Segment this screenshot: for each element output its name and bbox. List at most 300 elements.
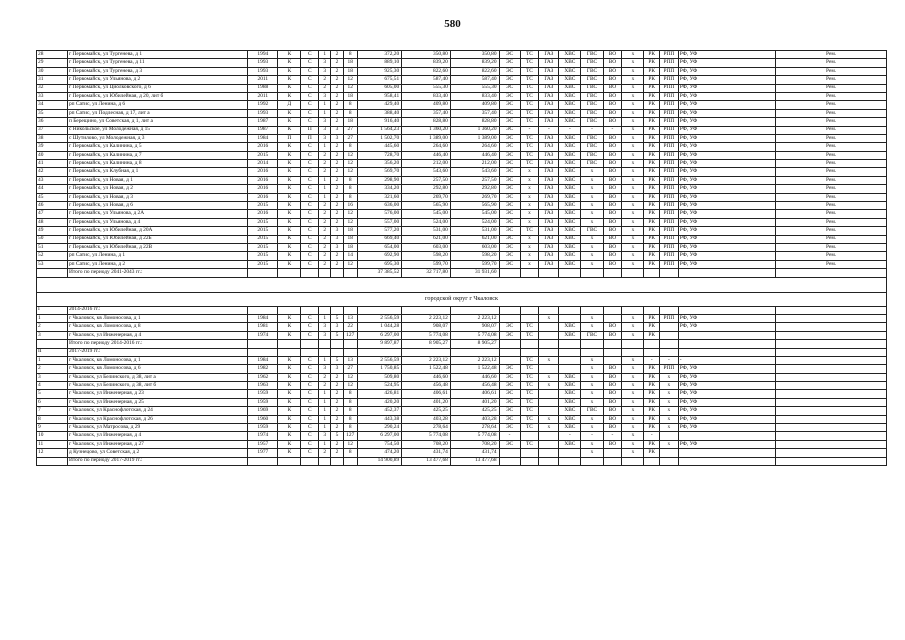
- table-cell-fund: РФ, УФ: [678, 126, 775, 134]
- table-cell-work: РПП: [659, 160, 678, 168]
- table-cell-no: 51: [37, 243, 68, 251]
- table-cell-blank: [776, 306, 887, 314]
- table-cell-apts: 18: [343, 227, 357, 235]
- table-cell-ent: 2: [331, 51, 343, 59]
- housing-register-table: [36, 50, 887, 466]
- table-cell-cold: ХВС: [559, 424, 581, 432]
- table-cell-no: 43: [37, 176, 68, 184]
- table-cell-gas: ГАЗ: [539, 202, 559, 210]
- table-cell-blank: [678, 457, 775, 465]
- period-total-row: [37, 340, 887, 348]
- table-cell-heat: х: [520, 185, 539, 193]
- table-cell-gas: х: [539, 373, 559, 381]
- table-cell-drain: ВО: [603, 134, 622, 142]
- table-cell-cold: [559, 365, 581, 373]
- table-cell-blank: [319, 348, 331, 356]
- total-area-flats: 8 905,27: [450, 340, 499, 348]
- table-cell-blank: [331, 269, 343, 277]
- table-cell-floors: 2: [319, 210, 331, 218]
- table-cell-work: [659, 449, 678, 457]
- table-cell-floors: 1: [319, 101, 331, 109]
- table-cell-roof: РК: [644, 227, 659, 235]
- table-cell-type: С: [301, 168, 319, 176]
- table-cell-cold: ХВС: [559, 260, 581, 268]
- table-cell-apts: 12: [343, 440, 357, 448]
- table-cell-floors: 2: [319, 382, 331, 390]
- table-cell-x: х: [622, 101, 644, 109]
- table-cell-areaflats: 406,61: [450, 390, 499, 398]
- table-cell-gas: х: [539, 424, 559, 432]
- table-cell-gas: ГАЗ: [539, 76, 559, 84]
- table-cell-areaflats: 1 522,48: [450, 365, 499, 373]
- table-cell-apts: 12: [343, 382, 357, 390]
- table-cell-drain: ВО: [603, 243, 622, 251]
- table-cell-arealiving: 555,30: [402, 84, 451, 92]
- table-cell-work: [659, 432, 678, 440]
- table-cell-no: 2: [37, 365, 68, 373]
- table-cell-gas: ГАЗ: [539, 92, 559, 100]
- table-cell-ent: 2: [331, 449, 343, 457]
- table-cell-no: 34: [37, 101, 68, 109]
- table-cell-blank: [301, 306, 319, 314]
- table-cell-cold: -: [559, 432, 581, 440]
- table-cell-no: 30: [37, 67, 68, 75]
- table-cell-area: 1 564,23: [357, 126, 401, 134]
- table-cell-address: г Первомайск, ул Ульянова, д 2: [67, 76, 247, 84]
- table-cell-ent: 3: [331, 126, 343, 134]
- table-cell-address: с Шутилово, ул Молодежная, д 3: [67, 134, 247, 142]
- table-cell-arealiving: 1 360,20: [402, 126, 451, 134]
- table-cell-blank: [450, 348, 499, 356]
- table-cell-drain: ВО: [603, 76, 622, 84]
- table-cell-area: 6 297,00: [357, 331, 401, 339]
- table-cell-hot: х: [581, 235, 603, 243]
- table-row: [37, 373, 887, 381]
- table-cell-ret: Рем.: [776, 101, 887, 109]
- table-cell-area: 290,24: [357, 424, 401, 432]
- table-cell-work: РПП: [659, 260, 678, 268]
- table-cell-year: 1957: [248, 440, 278, 448]
- table-cell-el: ЭС: [499, 398, 520, 406]
- table-cell-ent: 2: [331, 382, 343, 390]
- table-cell-heat: ТС: [520, 424, 539, 432]
- table-cell-address: с Никольское, ул Молодежная, д 15: [67, 126, 247, 134]
- table-cell-drain: ВО: [603, 210, 622, 218]
- table-cell-cold: ХВС: [559, 168, 581, 176]
- table-cell-heat: ТС: [520, 101, 539, 109]
- table-cell-arealiving: 708,20: [402, 440, 451, 448]
- table-cell-gas: [539, 440, 559, 448]
- table-cell-el: ЭС: [499, 193, 520, 201]
- table-cell-apts: 8: [343, 176, 357, 184]
- table-cell-x: х: [622, 440, 644, 448]
- table-cell-mat: К: [278, 84, 301, 92]
- table-cell-x: х: [622, 185, 644, 193]
- table-cell-ret: Рем.: [776, 176, 887, 184]
- table-cell-blank: [37, 269, 68, 277]
- table-cell-ret: [776, 365, 887, 373]
- table-cell-floors: 3: [319, 323, 331, 331]
- table-cell-cold: ХВС: [559, 143, 581, 151]
- table-cell-areaflats: 543,60: [450, 168, 499, 176]
- table-cell-blank: [278, 269, 301, 277]
- table-cell-cold: ХВС: [559, 160, 581, 168]
- table-cell-roof: РК: [644, 193, 659, 201]
- table-cell-gas: ГАЗ: [539, 134, 559, 142]
- table-cell-year: 2011: [248, 76, 278, 84]
- table-cell-address: д Кузнецово, ул Советская, д 2: [67, 449, 247, 457]
- table-cell-apts: 12: [343, 151, 357, 159]
- table-cell-cold: ХВС: [559, 101, 581, 109]
- table-cell-areaflats: 401,20: [450, 398, 499, 406]
- table-cell-heat: ТС: [520, 440, 539, 448]
- table-cell-area: 754,50: [357, 440, 401, 448]
- table-row: [37, 314, 887, 322]
- table-cell-arealiving: 543,60: [402, 168, 451, 176]
- table-cell-areaflats: 431,74: [450, 449, 499, 457]
- page-number: 580: [444, 18, 461, 30]
- table-cell-arealiving: 833,40: [402, 92, 451, 100]
- table-cell-ret: Рем.: [776, 227, 887, 235]
- table-cell-gas: [539, 323, 559, 331]
- table-cell-heat: х: [520, 168, 539, 176]
- table-cell-apts: 12: [343, 168, 357, 176]
- table-cell-hot: х: [581, 210, 603, 218]
- table-cell-blank: [559, 348, 581, 356]
- table-cell-arealiving: 621,00: [402, 235, 451, 243]
- table-cell-arealiving: 264,60: [402, 143, 451, 151]
- table-cell-hot: -: [581, 126, 603, 134]
- table-cell-mat: К: [278, 398, 301, 406]
- table-cell-blank: [776, 457, 887, 465]
- table-cell-blank: [678, 269, 775, 277]
- table-cell-el: ЭС: [499, 51, 520, 59]
- table-cell-year: 1959: [248, 424, 278, 432]
- table-cell-ent: 2: [331, 202, 343, 210]
- table-cell-mat: К: [278, 373, 301, 381]
- table-cell-blank: [37, 340, 68, 348]
- table-cell-fund: РФ, УФ: [678, 373, 775, 381]
- table-cell-type: П: [301, 134, 319, 142]
- table-cell-year: 1984: [248, 314, 278, 322]
- table-cell-type: С: [301, 176, 319, 184]
- table-cell-drain: [603, 449, 622, 457]
- table-cell-address: рп Сатис, ул Ленина, д 6: [67, 101, 247, 109]
- table-cell-gas: ГАЗ: [539, 260, 559, 268]
- table-cell-el: ЭС: [499, 382, 520, 390]
- table-cell-fund: -: [678, 356, 775, 364]
- table-cell-blank: [499, 306, 520, 314]
- period-total-label: Итого по периоду 2017-2019 гг.:: [67, 457, 247, 465]
- table-cell-work: х: [659, 382, 678, 390]
- table-cell-work: РПП: [659, 176, 678, 184]
- table-cell-hot: х: [581, 398, 603, 406]
- table-cell-heat: ТС: [520, 390, 539, 398]
- table-cell-no: 40: [37, 151, 68, 159]
- table-cell-heat: х: [520, 260, 539, 268]
- table-cell-no: 6: [37, 398, 68, 406]
- table-cell-floors: 2: [319, 168, 331, 176]
- table-cell-no: 52: [37, 252, 68, 260]
- table-cell-floors: 1: [319, 143, 331, 151]
- table-cell-apts: 8: [343, 193, 357, 201]
- table-cell-area: 669,40: [357, 235, 401, 243]
- table-cell-mat: К: [278, 51, 301, 59]
- table-cell-arealiving: 357,40: [402, 109, 451, 117]
- table-cell-ret: Рем.: [776, 160, 887, 168]
- table-cell-floors: 3: [319, 331, 331, 339]
- table-cell-el: ЭС: [499, 252, 520, 260]
- table-cell-blank: [539, 306, 559, 314]
- table-cell-roof: РК: [644, 382, 659, 390]
- table-cell-areaflats: 446,60: [450, 373, 499, 381]
- table-cell-fund: РФ, УФ: [678, 398, 775, 406]
- table-cell-ret: [776, 415, 887, 423]
- table-cell-floors: 3: [319, 432, 331, 440]
- table-cell-no: 39: [37, 143, 68, 151]
- table-cell-areaflats: 545,00: [450, 210, 499, 218]
- table-cell-gas: ГАЗ: [539, 252, 559, 260]
- table-cell-no: 41: [37, 160, 68, 168]
- table-cell-type: С: [301, 185, 319, 193]
- table-row: [37, 101, 887, 109]
- table-cell-ret: [776, 432, 887, 440]
- table-cell-drain: ВО: [603, 143, 622, 151]
- table-cell-cold: -: [559, 126, 581, 134]
- table-cell-x: х: [622, 176, 644, 184]
- table-cell-heat: ТС: [520, 365, 539, 373]
- table-cell-type: С: [301, 202, 319, 210]
- table-cell-areaflats: 446,40: [450, 151, 499, 159]
- table-cell-roof: -: [644, 356, 659, 364]
- table-cell-drain: -: [603, 432, 622, 440]
- table-cell-work: РПП: [659, 92, 678, 100]
- table-cell-mat: К: [278, 151, 301, 159]
- table-cell-year: 1974: [248, 432, 278, 440]
- table-cell-roof: РК: [644, 415, 659, 423]
- table-cell-fund: РФ, УФ: [678, 407, 775, 415]
- table-cell-work: РПП: [659, 59, 678, 67]
- table-cell-ent: 2: [331, 424, 343, 432]
- table-cell-fund: РФ, УФ: [678, 51, 775, 59]
- table-cell-areaflats: 357,40: [450, 109, 499, 117]
- table-cell-year: 1959: [248, 398, 278, 406]
- table-cell-ret: Рем.: [776, 126, 887, 134]
- table-cell-drain: ВО: [603, 202, 622, 210]
- table-cell-floors: 2: [319, 260, 331, 268]
- table-cell-apts: 8: [343, 51, 357, 59]
- table-cell-mat: К: [278, 168, 301, 176]
- table-cell-type: С: [301, 373, 319, 381]
- table-cell-el: ЭС: [499, 202, 520, 210]
- table-cell-el: ЭС: [499, 227, 520, 235]
- table-cell-el: ЭС: [499, 176, 520, 184]
- table-cell-roof: РК: [644, 331, 659, 339]
- table-cell-ret: Рем.: [776, 134, 887, 142]
- table-cell-areaflats: 1 389,00: [450, 134, 499, 142]
- table-cell-areaflats: 5 774,08: [450, 331, 499, 339]
- table-cell-arealiving: 5 774,08: [402, 432, 451, 440]
- table-cell-type: С: [301, 51, 319, 59]
- table-cell-year: 1974: [248, 331, 278, 339]
- table-cell-cold: ХВС: [559, 134, 581, 142]
- table-cell-heat: ТС: [520, 373, 539, 381]
- table-cell-fund: РФ, УФ: [678, 92, 775, 100]
- table-cell-address: г Чкаловск, ул Белинского, д 38, лит б: [67, 382, 247, 390]
- table-cell-ent: 2: [331, 218, 343, 226]
- table-cell-gas: ГАЗ: [539, 160, 559, 168]
- table-cell-el: ЭС: [499, 331, 520, 339]
- table-cell-floors: 1: [319, 415, 331, 423]
- table-cell-work: х: [659, 407, 678, 415]
- table-cell-roof: РК: [644, 407, 659, 415]
- table-cell-type: С: [301, 365, 319, 373]
- table-cell-area: 2 556,59: [357, 314, 401, 322]
- table-cell-el: ЭС: [499, 126, 520, 134]
- table-cell-ent: 2: [331, 176, 343, 184]
- table-row: [37, 134, 887, 142]
- table-cell-apts: 127: [343, 432, 357, 440]
- table-cell-ent: 2: [331, 84, 343, 92]
- table-cell-area: 474,20: [357, 449, 401, 457]
- table-cell-gas: ГАЗ: [539, 67, 559, 75]
- table-cell-work: РПП: [659, 185, 678, 193]
- table-cell-apts: 8: [343, 101, 357, 109]
- table-cell-cold: ХВС: [559, 151, 581, 159]
- table-cell-areaflats: 212,00: [450, 160, 499, 168]
- table-cell-areaflats: 2 223,12: [450, 314, 499, 322]
- table-cell-el: ЭС: [499, 440, 520, 448]
- table-cell-type: С: [301, 424, 319, 432]
- table-cell-areaflats: 822,60: [450, 67, 499, 75]
- table-cell-area: 728,70: [357, 151, 401, 159]
- table-cell-areaflats: 833,40: [450, 92, 499, 100]
- table-cell-type: С: [301, 235, 319, 243]
- table-cell-type: С: [301, 218, 319, 226]
- table-cell-fund: РФ, УФ: [678, 314, 775, 322]
- table-cell-no: 10: [37, 432, 68, 440]
- table-cell-mat: К: [278, 210, 301, 218]
- table-cell-gas: ГАЗ: [539, 210, 559, 218]
- table-cell-x: х: [622, 193, 644, 201]
- table-cell-address: г Чкаловск, кв Ломоносова, д 6: [67, 365, 247, 373]
- table-cell-no: 1: [37, 356, 68, 364]
- table-cell-arealiving: 1 389,00: [402, 134, 451, 142]
- table-cell-el: ЭС: [499, 151, 520, 159]
- table-cell-x: х: [622, 398, 644, 406]
- table-cell-fund: РФ, УФ: [678, 440, 775, 448]
- table-cell-x: х: [622, 92, 644, 100]
- table-row: [37, 92, 887, 100]
- table-cell-areaflats: 350,80: [450, 51, 499, 59]
- table-cell-type: С: [301, 151, 319, 159]
- table-cell-year: 2016: [248, 193, 278, 201]
- table-cell-ret: [776, 323, 887, 331]
- table-cell-work: х: [659, 440, 678, 448]
- table-cell-blank: [659, 269, 678, 277]
- table-cell-ent: 5: [331, 432, 343, 440]
- table-cell-year: 2014: [248, 160, 278, 168]
- table-cell-year: 1988: [248, 84, 278, 92]
- table-cell-year: 1963: [248, 382, 278, 390]
- table-cell-address: г Первомайск, ул Калинина, д 5: [67, 143, 247, 151]
- table-cell-year: 2015: [248, 243, 278, 251]
- table-cell-x: х: [622, 51, 644, 59]
- table-cell-arealiving: 446,60: [402, 373, 451, 381]
- table-cell-no: 1: [37, 314, 68, 322]
- table-cell-year: 2016: [248, 176, 278, 184]
- table-cell-area: 605,00: [357, 84, 401, 92]
- table-cell-apts: 14: [343, 252, 357, 260]
- table-cell-heat: х: [520, 176, 539, 184]
- period-total-label: Итого по периоду 2014-2016 гг.:: [67, 340, 247, 348]
- table-cell-ret: Рем.: [776, 76, 887, 84]
- table-cell-el: ЭС: [499, 235, 520, 243]
- table-cell-el: ЭС: [499, 218, 520, 226]
- table-cell-roof: РК: [644, 449, 659, 457]
- table-cell-arealiving: 431,74: [402, 449, 451, 457]
- table-cell-x: х: [622, 407, 644, 415]
- table-cell-x: х: [622, 134, 644, 142]
- table-cell-ret: Рем.: [776, 109, 887, 117]
- table-cell-fund: РФ, УФ: [678, 160, 775, 168]
- table-cell-heat: ТС: [520, 398, 539, 406]
- table-cell-area: 1 502,70: [357, 134, 401, 142]
- table-cell-heat: ТС: [520, 143, 539, 151]
- table-cell-ent: 3: [331, 365, 343, 373]
- table-cell-area: 426,81: [357, 390, 401, 398]
- table-cell-apts: 12: [343, 210, 357, 218]
- table-cell-el: ЭС: [499, 67, 520, 75]
- table-cell-work: РПП: [659, 218, 678, 226]
- table-cell-work: х: [659, 415, 678, 423]
- table-cell-roof: РК: [644, 67, 659, 75]
- table-cell-drain: ВО: [603, 59, 622, 67]
- table-cell-floors: 2: [319, 252, 331, 260]
- table-cell-el: ЭС: [499, 390, 520, 398]
- table-cell-blank: [248, 340, 278, 348]
- table-cell-ent: 3: [331, 235, 343, 243]
- table-cell-ent: 3: [331, 323, 343, 331]
- table-cell-blank: [301, 348, 319, 356]
- table-cell-gas: ГАЗ: [539, 101, 559, 109]
- period-header-row: [37, 306, 887, 314]
- table-cell-cold: ХВС: [559, 185, 581, 193]
- table-cell-cold: ХВС: [559, 84, 581, 92]
- table-cell-gas: ГАЗ: [539, 84, 559, 92]
- table-cell-cold: [559, 356, 581, 364]
- table-cell-roof: -: [644, 432, 659, 440]
- table-cell-year: 2015: [248, 252, 278, 260]
- table-cell-no: 31: [37, 76, 68, 84]
- table-cell-x: х: [622, 118, 644, 126]
- table-cell-hot: ГВС: [581, 67, 603, 75]
- table-cell-mat: К: [278, 260, 301, 268]
- table-cell-no: 4: [37, 382, 68, 390]
- spacer-cell: [37, 277, 887, 292]
- table-row: [37, 382, 887, 390]
- table-cell-apts: 12: [343, 76, 357, 84]
- table-cell-x: х: [622, 432, 644, 440]
- table-cell-mat: К: [278, 92, 301, 100]
- table-cell-blank: [499, 348, 520, 356]
- table-cell-hot: х: [581, 424, 603, 432]
- table-cell-type: С: [301, 440, 319, 448]
- table-cell-blank: [644, 340, 659, 348]
- table-cell-type: С: [301, 314, 319, 322]
- table-cell-year: 1981: [248, 323, 278, 331]
- table-cell-fund: РФ, УФ: [678, 243, 775, 251]
